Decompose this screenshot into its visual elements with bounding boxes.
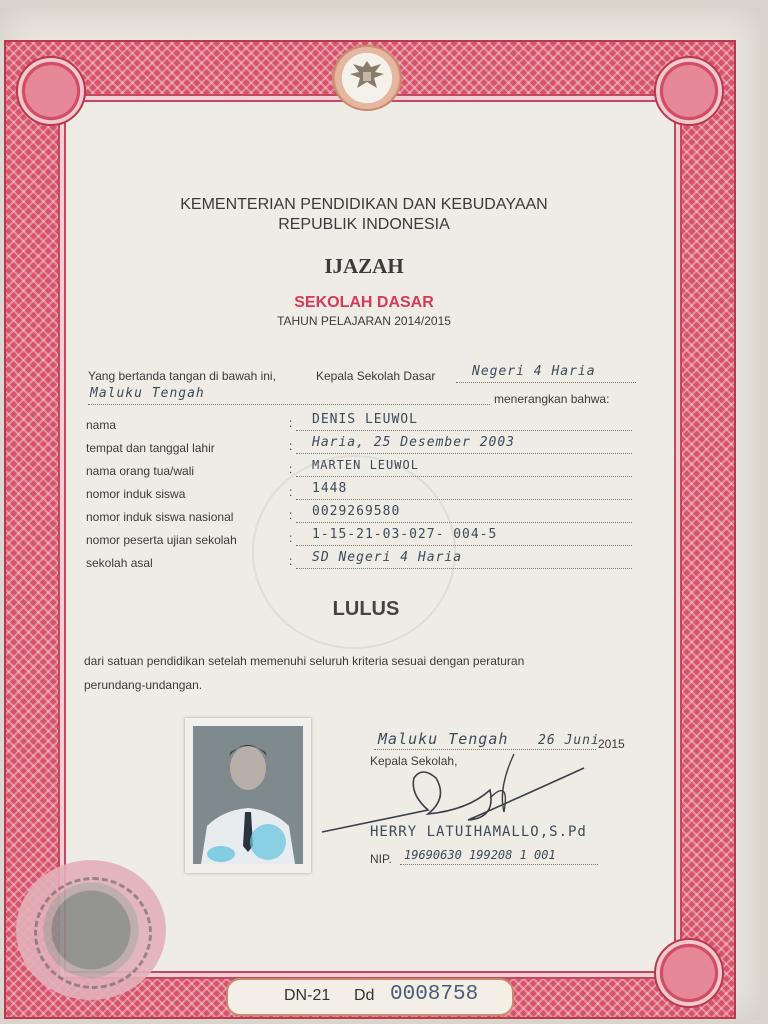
field-value: 1448 bbox=[312, 481, 348, 496]
field-label: nama bbox=[86, 418, 117, 432]
country-name: REPUBLIK INDONESIA bbox=[278, 216, 450, 233]
field-value: 1-15-21-03-027- 004-5 bbox=[312, 527, 498, 542]
signature-year: 2015 bbox=[598, 737, 625, 751]
intro-text-b: Kepala Sekolah Dasar bbox=[316, 369, 436, 383]
field-line bbox=[296, 453, 632, 454]
statement-line-2: perundang-undangan. bbox=[84, 678, 203, 692]
serial-dd: Dd bbox=[354, 987, 375, 1004]
intro-text-c: menerangkan bahwa: bbox=[494, 392, 610, 406]
signature-day-month: 26 Juni bbox=[538, 733, 600, 748]
field-line bbox=[296, 545, 632, 546]
field-colon: : bbox=[289, 439, 293, 453]
school-level: SEKOLAH DASAR bbox=[294, 294, 434, 311]
serial-number: 0008758 bbox=[390, 983, 479, 1006]
result-status: LULUS bbox=[332, 598, 400, 620]
field-line bbox=[296, 430, 632, 431]
statement-line-1: dari satuan pendidikan setelah memenuhi seluruh kriteria sesuai dengan peraturan bbox=[84, 654, 525, 668]
intro-text-a: Yang bertanda tangan di bawah ini, bbox=[88, 369, 276, 383]
field-label: nama orang tua/wali bbox=[86, 464, 195, 478]
principal-name: HERRY LATUIHAMALLO,S.Pd bbox=[370, 824, 587, 840]
field-label: sekolah asal bbox=[86, 556, 153, 570]
nip-line bbox=[400, 864, 598, 865]
corner-ornament-bottom-right bbox=[654, 938, 724, 1008]
field-line bbox=[296, 522, 632, 523]
field-colon: : bbox=[289, 531, 293, 545]
field-label: tempat dan tanggal lahir bbox=[86, 441, 215, 455]
serial-prefix: DN-21 bbox=[284, 987, 331, 1004]
signature-place: Maluku Tengah bbox=[378, 730, 509, 748]
field-colon: : bbox=[289, 416, 293, 430]
field-label: nomor peserta ujian sekolah bbox=[86, 533, 237, 547]
field-colon: : bbox=[289, 508, 293, 522]
field-line bbox=[296, 568, 632, 569]
corner-ornament-top-right bbox=[654, 56, 724, 126]
field-colon: : bbox=[289, 485, 293, 499]
field-label: nomor induk siswa bbox=[86, 487, 186, 501]
school-name-value: Negeri 4 Haria bbox=[472, 364, 596, 379]
field-colon: : bbox=[289, 462, 293, 476]
signature-position: Kepala Sekolah, bbox=[370, 754, 458, 768]
ministry-name: KEMENTERIAN PENDIDIKAN DAN KEBUDAYAAN bbox=[180, 196, 548, 213]
field-line bbox=[296, 476, 632, 477]
field-colon: : bbox=[289, 554, 293, 568]
field-value: SD Negeri 4 Haria bbox=[312, 550, 463, 565]
school-name-line bbox=[456, 382, 636, 383]
field-label: nomor induk siswa nasional bbox=[86, 510, 234, 524]
field-line bbox=[296, 499, 632, 500]
student-photo bbox=[185, 718, 311, 873]
field-value: MARTEN LEUWOL bbox=[312, 458, 419, 472]
field-value: 0029269580 bbox=[312, 504, 401, 519]
region-value: Maluku Tengah bbox=[90, 386, 205, 401]
document-title: IJAZAH bbox=[324, 254, 404, 278]
school-year: TAHUN PELAJARAN 2014/2015 bbox=[277, 314, 451, 328]
seal-ring bbox=[34, 877, 152, 989]
region-line bbox=[88, 404, 490, 405]
serial-number-box bbox=[226, 978, 514, 1016]
garuda-emblem-icon bbox=[332, 45, 402, 111]
field-value: Haria, 25 Desember 2003 bbox=[312, 435, 516, 450]
corner-ornament-top-left bbox=[16, 56, 86, 126]
field-value: DENIS LEUWOL bbox=[312, 412, 418, 427]
nip-value: 19690630 199208 1 001 bbox=[404, 848, 556, 862]
nip-label: NIP. bbox=[370, 852, 392, 866]
